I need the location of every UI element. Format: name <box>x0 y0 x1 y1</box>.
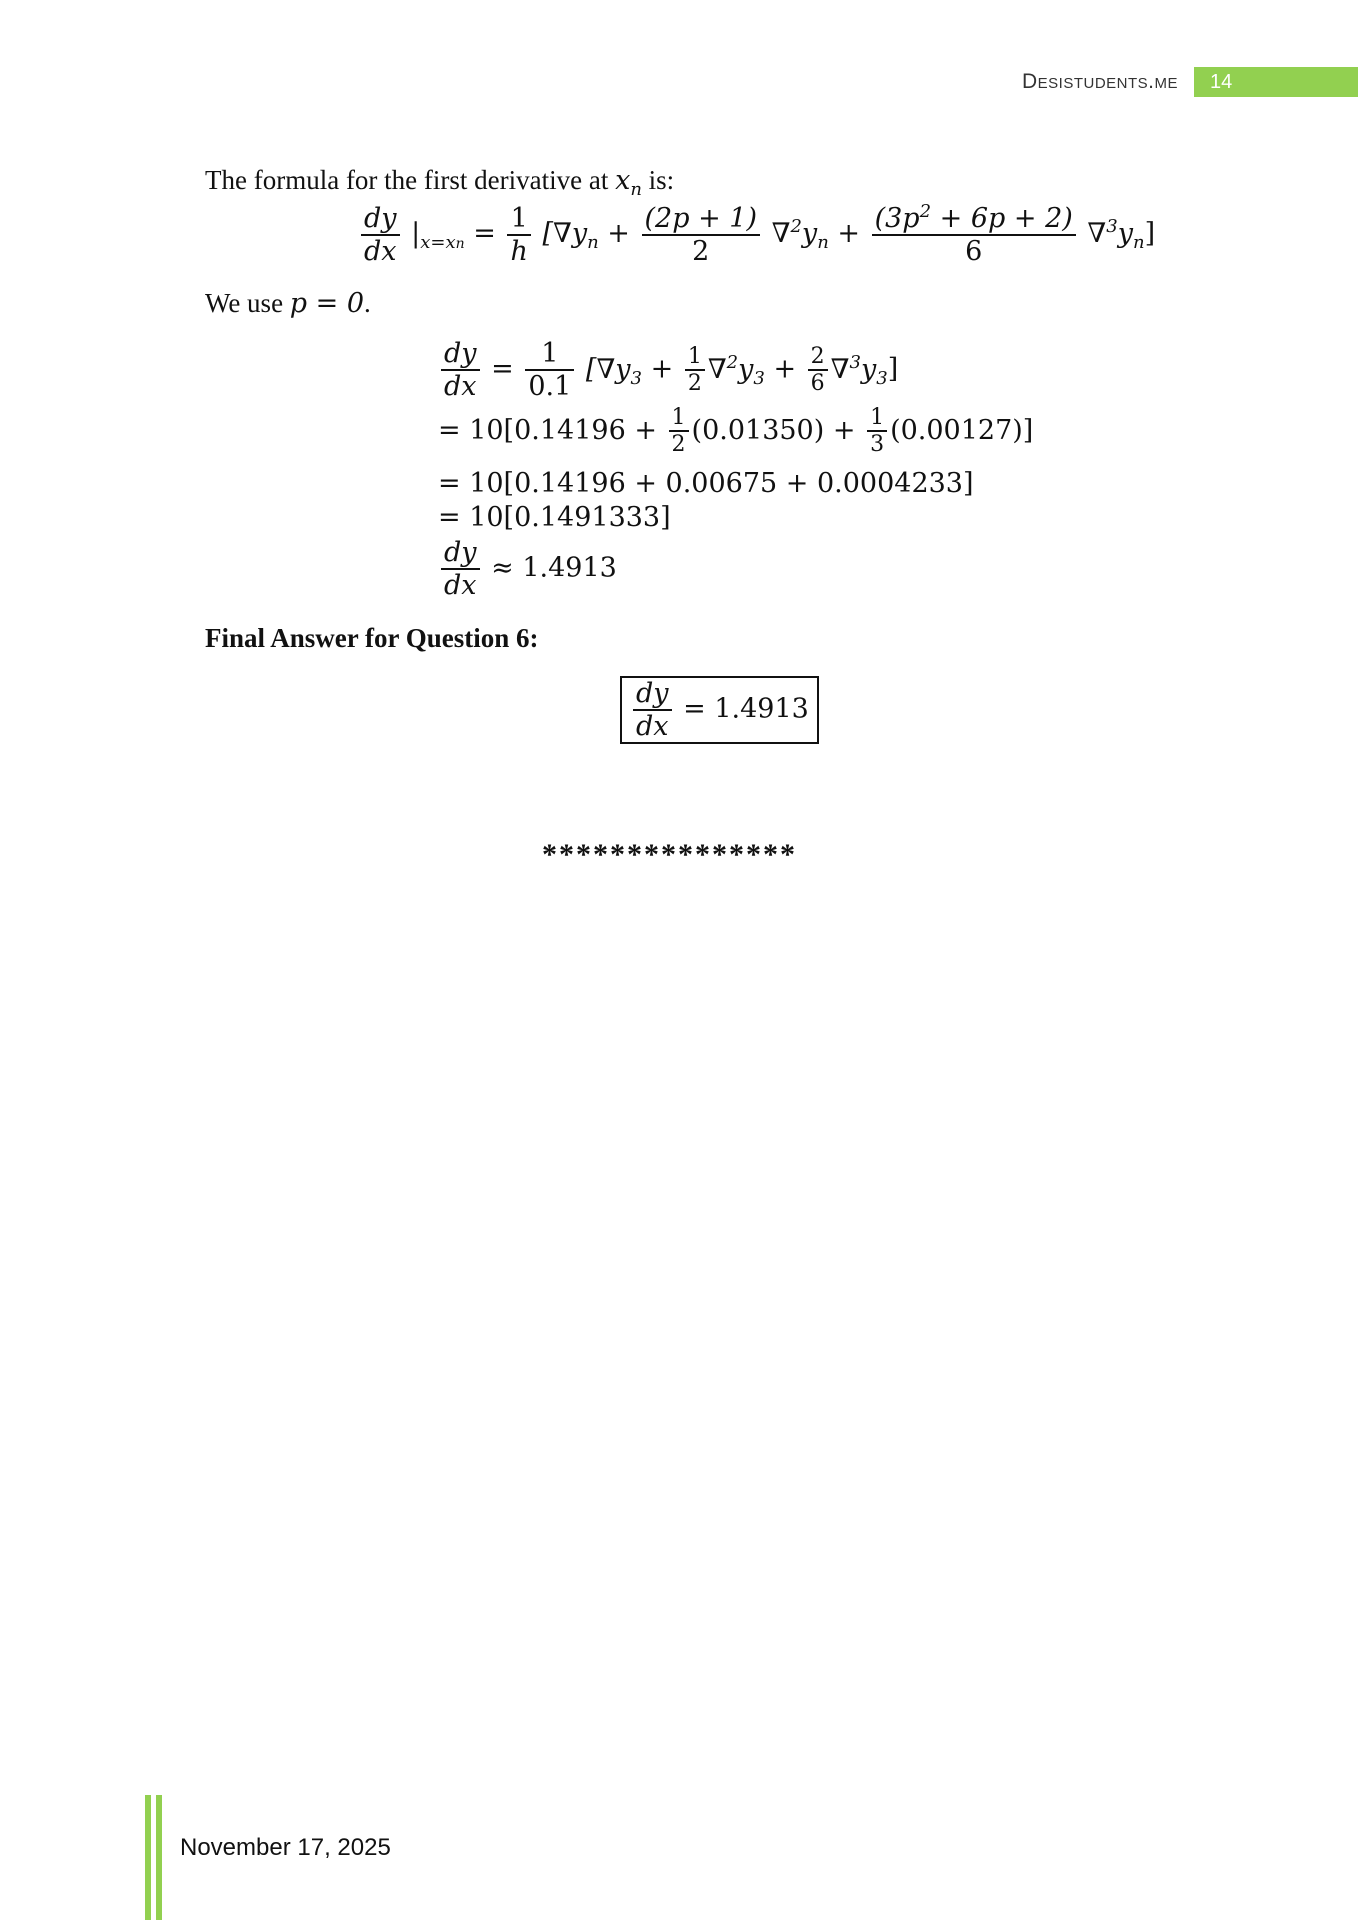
footer-accent-bar <box>145 1795 151 1920</box>
term-2: $\nabla^2y_n$ <box>771 216 829 254</box>
use-p-line: We use p = 0. <box>205 288 371 319</box>
evaluation-bar: $|_{x=xn}$ <box>411 218 465 254</box>
calc-line-3: = 10[0.14196 + 0.00675 + 0.0004233] <box>438 468 974 499</box>
one-over-h-fraction: $\frac{1}{h}$ <box>507 203 530 267</box>
footer-date: November 17, 2025 <box>180 1834 391 1861</box>
coef-2-fraction: $\frac{(2p + 1)}{2}$ <box>642 203 761 267</box>
term-3: $\nabla^3y_n$ <box>1087 216 1145 254</box>
calc-line-5: $\frac{dy}{dx}$ ≈ 1.4913 <box>438 537 617 601</box>
coef-3-fraction: $\frac{(3p^2 + 6p + 2)}{6}$ <box>872 202 1076 267</box>
term-1: [$\nabla y_n$ <box>542 218 599 254</box>
footer-accent-bar-2 <box>156 1795 162 1920</box>
final-answer-heading: Final Answer for Question 6: <box>205 623 539 653</box>
intro-line <box>205 165 674 200</box>
calc-line-1: $\frac{dy}{dx}$ = $\frac{1}{0.1}$ [$\nabla y_3$ + $\frac{1}{2}$ $\nabla^2y_3$ + $\frac{2}{6}$ $\nabla^3y_3$] <box>438 338 898 402</box>
derivative-formula: $\frac{dy}{dx}$ $|_{x=xn}$ = $\frac{1}{h}$ [$\nabla y_n$ + $\frac{(2p + 1)}{2}$ $\nabla^2y_n$ + $\frac{(3p^2 + 6p + 2)}{6}$ $\nabla^3y_n$] <box>358 202 1155 267</box>
final-answer-box: $\frac{dy}{dx}$ = 1.4913 <box>620 676 819 744</box>
intro-suffix: is: <box>648 165 675 195</box>
calc-line-2: = 10[0.14196 + $\frac{1}{2}$ (0.01350) + $\frac{1}{3}$ (0.00127)] <box>438 405 1034 458</box>
dy-dx-fraction: $\frac{dy}{dx}$ <box>361 203 400 267</box>
intro-text: The formula for the first derivative at <box>205 165 609 195</box>
page-number: 14 <box>1194 67 1358 97</box>
site-name: Desistudents.me <box>1021 70 1178 93</box>
calc-line-4: = 10[0.1491333] <box>438 502 671 533</box>
separator-stars: *************** <box>542 838 797 871</box>
intro-var: $x_n$ <box>615 165 642 200</box>
